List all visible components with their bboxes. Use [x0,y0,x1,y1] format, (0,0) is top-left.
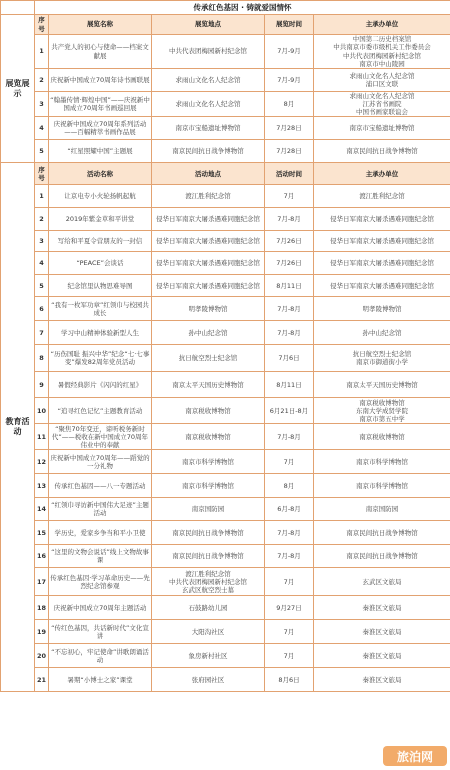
education-header-seq: 序号 [35,163,49,185]
education-venue-cell: 侵华日军南京大屠杀遇难同胞纪念馆 [152,275,265,297]
education-venue-cell: 侵华日军南京大屠杀遇难同胞纪念馆 [152,208,265,231]
education-name-cell: 庆祝新中国成立70周年——蹈觉的一分礼物 [49,450,152,474]
exhibition-venue-cell: 南京民间抗日战争博物馆 [152,140,265,163]
education-org-cell: 侵华日军南京大屠杀遇难同胞纪念馆 [314,275,450,297]
table-row [1,372,450,398]
exhibition-venue-cell: 求雨山文化名人纪念馆 [152,92,265,117]
exhibition-time-cell: 7月28日 [265,140,314,163]
education-header-name: 活动名称 [49,163,152,185]
education-name-cell: 学历史，爱家乡争当和平小卫使 [49,521,152,545]
education-org-cell: 南京民间抗日战争博物馆 [314,521,450,545]
education-time-cell: 7月-8月 [265,321,314,345]
exhibition-time-cell: 7月28日 [265,117,314,140]
education-seq-cell: 15 [35,521,49,545]
education-time-cell: 7月-8月 [265,424,314,450]
education-time-cell: 8月11日 [265,372,314,398]
table-row [1,140,450,163]
education-time-cell: 7月-8月 [265,208,314,231]
education-org-cell: 南京市科学博物馆 [314,474,450,498]
exhibition-name-cell: 共产党人的初心与使命——档案文献展 [49,35,152,69]
education-time-cell: 7月-8月 [265,545,314,568]
exhibition-time-cell: 7月-9月 [265,35,314,69]
education-time-cell: 8月6日 [265,668,314,692]
education-time-cell: 9月27日 [265,596,314,620]
education-org-cell: 侵华日军南京大屠杀遇难同胞纪念馆 [314,231,450,252]
education-org-cell: 侵华日军南京大屠杀遇难同胞纪念馆 [314,252,450,275]
education-seq-cell: 17 [35,568,49,596]
education-venue-cell: 大阳沟社区 [152,620,265,644]
education-venue-cell: 侵华日军南京大屠杀遇难同胞纪念馆 [152,252,265,275]
education-name-cell: “我有一枚军功章”红领巾与校园共成长 [49,297,152,321]
education-org-cell: 明孝陵博物馆 [314,297,450,321]
table-row [1,297,450,321]
education-name-cell: “追寻红色记忆”主题教育活动 [49,398,152,424]
education-org-cell: 秦淮区文旅局 [314,668,450,692]
education-venue-cell: 象房新村社区 [152,644,265,668]
exhibition-seq-cell: 2 [35,69,49,92]
education-org-cell: 南京税收博物馆 东南大学成贤学院 南京市第五中学 [314,398,450,424]
education-venue-cell: 孙中山纪念馆 [152,321,265,345]
table-row [1,424,450,450]
education-seq-cell: 16 [35,545,49,568]
education-seq-cell: 19 [35,620,49,644]
table-row [1,185,450,208]
education-venue-cell: 南京民间抗日战争博物馆 [152,545,265,568]
exhibition-venue-cell: 中共代表团梅园新村纪念馆 [152,35,265,69]
table-row [1,35,450,69]
education-name-cell: “PEACE”会谈话 [49,252,152,275]
education-venue-cell: 渡江胜利纪念馆 [152,185,265,208]
exhibition-org-cell: 求雨山文化名人纪念馆 浦口区文联 [314,69,450,92]
education-seq-cell: 5 [35,275,49,297]
exhibition-name-cell: “翰墨传情·辉煌中国”——庆祝新中国成立70周年书画巡回展 [49,92,152,117]
education-seq-cell: 2 [35,208,49,231]
education-time-cell: 8月 [265,474,314,498]
education-header-venue: 活动地点 [152,163,265,185]
education-seq-cell: 1 [35,185,49,208]
exhibition-name-cell: 庆祝新中国成立70周年系列活动——百幅精萃书画作品展 [49,117,152,140]
education-time-cell: 7月-8月 [265,297,314,321]
education-name-cell: 学习中山精神体验新型人生 [49,321,152,345]
education-venue-cell: 南京国防园 [152,498,265,521]
exhibition-header-name: 展览名称 [49,15,152,35]
education-name-cell: 暑期“小博士之家”课堂 [49,668,152,692]
table-row [1,545,450,568]
exhibition-org-cell: 中国第二历史档案馆 中共南京市委市级机关工作委员会 中共代表团梅园新村纪念馆 南京市中山陵园 [314,35,450,69]
education-seq-cell: 18 [35,596,49,620]
education-seq-cell: 7 [35,321,49,345]
table-body [1,1,450,692]
education-seq-cell: 11 [35,424,49,450]
table-row [1,668,450,692]
education-venue-cell: 抗日航空烈士纪念馆 [152,345,265,372]
education-venue-cell: 张府园社区 [152,668,265,692]
education-name-cell: 2019年紫金草和平讲堂 [49,208,152,231]
education-org-cell: 孙中山纪念馆 [314,321,450,345]
education-time-cell: 8月11日 [265,275,314,297]
table-row [1,321,450,345]
education-time-cell: 7月-8月 [265,521,314,545]
exhibition-org-cell: 求雨山文化名人纪念馆 江苏省书画院 中国书画家联谊会 [314,92,450,117]
exhibition-name-cell: “红星照耀中国”主题展 [49,140,152,163]
education-org-cell: 南京民间抗日战争博物馆 [314,545,450,568]
table-row [1,644,450,668]
education-section-label: 教育活动 [1,163,35,692]
education-venue-cell: 南京税收博物馆 [152,398,265,424]
table-row [1,92,450,117]
education-org-cell: 秦淮区文旅局 [314,644,450,668]
education-time-cell: 7月6日 [265,345,314,372]
education-header-org: 主承办单位 [314,163,450,185]
exhibition-seq-cell: 5 [35,140,49,163]
education-name-cell: 传承红色基因——八一专题活动 [49,474,152,498]
education-seq-cell: 6 [35,297,49,321]
education-org-cell: 抗日航空烈士纪念馆 南京市御道街小学 [314,345,450,372]
education-seq-cell: 13 [35,474,49,498]
table-row [1,568,450,596]
education-seq-cell: 9 [35,372,49,398]
education-name-cell: “不忘初心，牢记使命”讲歌朗诵活动 [49,644,152,668]
table-row [1,345,450,372]
exhibition-seq-cell: 4 [35,117,49,140]
table-row [1,275,450,297]
education-seq-cell: 4 [35,252,49,275]
education-name-cell: “红领巾寻访新中国伟大足迹”主题活动 [49,498,152,521]
education-time-cell: 7月 [265,644,314,668]
title-row [1,1,450,15]
education-org-cell: 玄武区文旅局 [314,568,450,596]
exhibition-header-seq: 序号 [35,15,49,35]
education-name-cell: “历伤国耻 振兴中华”纪念“七·七事变”爆发82周年党员活动 [49,345,152,372]
table-row [1,474,450,498]
education-time-cell: 7月26日 [265,231,314,252]
education-org-cell: 南京税收博物馆 [314,424,450,450]
table-row [1,252,450,275]
table-row [1,498,450,521]
table-row [1,620,450,644]
exhibition-seq-cell: 3 [35,92,49,117]
table-row [1,596,450,620]
education-venue-cell: 南京市科学博物馆 [152,450,265,474]
education-time-cell: 7月 [265,568,314,596]
education-seq-cell: 12 [35,450,49,474]
table-row [1,117,450,140]
education-venue-cell: 南京市科学博物馆 [152,474,265,498]
education-venue-cell: 南京太平天国历史博物馆 [152,372,265,398]
education-name-cell: 写给和平夏令营朋友的一封信 [49,231,152,252]
exhibition-venue-cell: 南京市宝船遗址博物馆 [152,117,265,140]
exhibition-header-time: 展览时间 [265,15,314,35]
exhibition-time-cell: 8月 [265,92,314,117]
education-time-cell: 7月 [265,185,314,208]
exhibition-seq-cell: 1 [35,35,49,69]
education-time-cell: 6月21日-8月 [265,398,314,424]
table-row [1,450,450,474]
education-name-cell: “传红色基因，共话新时代”文化宣讲 [49,620,152,644]
education-time-cell: 7月26日 [265,252,314,275]
education-org-cell: 南京市科学博物馆 [314,450,450,474]
education-name-cell: 纪念馆里认物思难导图 [49,275,152,297]
table-row [1,69,450,92]
education-seq-cell: 14 [35,498,49,521]
table-row [1,398,450,424]
exhibition-org-cell: 南京民间抗日战争博物馆 [314,140,450,163]
education-seq-cell: 20 [35,644,49,668]
table-row [1,521,450,545]
education-name-cell: 庆祝新中国成立70周年主题活动 [49,596,152,620]
education-name-cell: “这里的文物会说话”线上文物故事课 [49,545,152,568]
table-row [1,231,450,252]
education-name-cell: 让京电专小火轮扬帆起航 [49,185,152,208]
watermark-logo: 旅泊网 [383,746,447,766]
education-org-cell: 秦淮区文旅局 [314,620,450,644]
exhibition-org-cell: 南京市宝船遗址博物馆 [314,117,450,140]
education-venue-cell: 明孝陵博物馆 [152,297,265,321]
education-time-cell: 7月 [265,450,314,474]
education-name-cell: 传承红色基因·学习革命历史——先烈纪念馆参观 [49,568,152,596]
education-venue-cell: 侵华日军南京大屠杀遇难同胞纪念馆 [152,231,265,252]
education-seq-cell: 10 [35,398,49,424]
education-org-cell: 侵华日军南京大屠杀遇难同胞纪念馆 [314,208,450,231]
exhibition-section-label: 展览展示 [1,15,35,163]
education-name-cell: 暑假经典影片《闪闪的红星》 [49,372,152,398]
education-org-cell: 南京太平天国历史博物馆 [314,372,450,398]
education-name-cell: “聚焦70年变迁，谛听税务新时代”——税收在新中国成立70周年伟业中的奉献 [49,424,152,450]
education-org-cell: 秦淮区文旅局 [314,596,450,620]
exhibition-header-org: 主承办单位 [314,15,450,35]
education-seq-cell: 8 [35,345,49,372]
education-time-cell: 7月 [265,620,314,644]
education-header-time: 活动时间 [265,163,314,185]
education-seq-cell: 3 [35,231,49,252]
exhibition-venue-cell: 求雨山文化名人纪念馆 [152,69,265,92]
exhibition-name-cell: 庆祝新中国成立70周年诗书画联展 [49,69,152,92]
table-row [1,208,450,231]
exhibition-header-venue: 展览地点 [152,15,265,35]
page-title: 传承红色基因 · 铸就爱国情怀 [35,1,450,15]
education-org-cell: 南京国防园 [314,498,450,521]
education-venue-cell: 石鼓路幼儿园 [152,596,265,620]
education-time-cell: 6月-8月 [265,498,314,521]
education-header-row [1,163,450,185]
exhibition-header-row [1,15,450,35]
education-seq-cell: 21 [35,668,49,692]
education-org-cell: 渡江胜利纪念馆 [314,185,450,208]
education-venue-cell: 渡江胜利纪念馆 中共代表团梅园新村纪念馆 玄武区航空烈士墓 [152,568,265,596]
education-venue-cell: 南京民间抗日战争博物馆 [152,521,265,545]
education-venue-cell: 南京税收博物馆 [152,424,265,450]
title-corner-cell [1,1,35,15]
exhibition-time-cell: 7月-9月 [265,69,314,92]
